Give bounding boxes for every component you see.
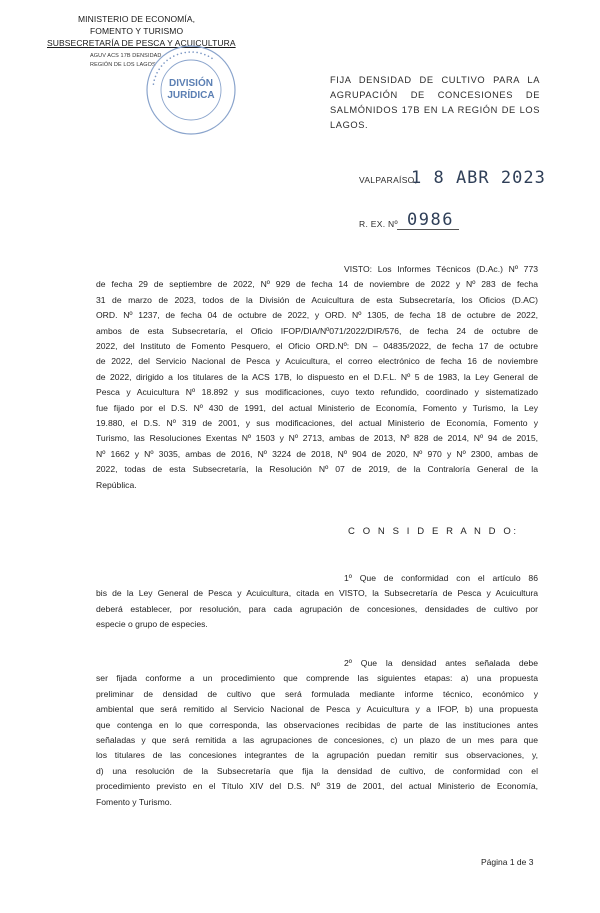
juridica-stamp xyxy=(141,40,241,140)
visto-paragraph xyxy=(96,262,538,493)
reference-code: AGUV ACS 17B DENSIDAD xyxy=(90,53,162,59)
considerando-2-line: señaladas y que será remitida a las agrupaciones de concesiones, c) un plazo de un mes para que xyxy=(96,735,538,746)
visto-line: 19.880, el D.S. Nº 319 de 2001, y sus modificaciones, del actual Ministerio de Economía, Fomento y xyxy=(96,418,538,429)
subsecretary-name: SUBSECRETARÍA DE PESCA Y ACUICULTURA xyxy=(47,38,236,48)
rex-label: R. EX. Nº xyxy=(359,219,398,229)
considerando-2-line: ambiental que será remitido al Servicio Nacional de Pesca y Acuicultura y a IFOP, b) una propuesta xyxy=(96,704,538,715)
visto-line: 2022, del Instituto de Fomento Pesquero, el Oficio ORD.Nº: DN – 04835/2022, de fecha 17 de octubre xyxy=(96,341,538,352)
visto-line: fue fijado por el D.S. Nº 430 de 1991, del actual Ministerio de Economía, Fomento y Turismo, la Ley xyxy=(96,402,538,413)
visto-line: 2022, todas de esta Subsecretaría, la Resolución Nº 07 de 2019, de la Contraloría General de la xyxy=(96,464,538,475)
visto-line: VISTO: Los Informes Técnicos (D.Ac.) Nº 773 xyxy=(344,264,538,274)
svg-text:• • • • • • • • • • • • • • •: • • • • • • • • • • • • • • • • • • • • xyxy=(151,49,214,86)
considerando-2-line: Fomento y Turismo. xyxy=(96,796,172,807)
considerando-2-line: 2º Que la densidad antes señalada debe xyxy=(344,658,538,668)
visto-line: República. xyxy=(96,479,137,490)
considerando-2-line: los titulares de las concesiones integrantes de la agrupación puedan remitir sus observaciones, y, xyxy=(96,750,538,761)
resolution-title: FIJA DENSIDAD DE CULTIVO PARA LA AGRUPACIÓN DE CONCESIONES DE SALMÓNIDOS 17B EN LA REGIÓN DE LOS LAGOS. xyxy=(330,75,540,130)
considerando-2-line: preliminar de densidad de cultivo que será formulada mediante informe técnico, económico y xyxy=(96,688,538,699)
considerando-1-line: deberá establecer, por resolución, para cada agrupación de concesiones, densidades de cultivo por xyxy=(96,603,538,614)
visto-line: de 2022, del Servicio Nacional de Pesca y Acuicultura, el correo electrónico de fecha 16 de noviembre xyxy=(96,356,538,367)
visto-line: Turismo, las Resoluciones Exentas Nº 1503 y Nº 2713, ambas de 2013, Nº 828 de 2014, Nº 94 de 2015, xyxy=(96,433,538,444)
considerando-heading: C O N S I D E R A N D O: xyxy=(348,526,519,537)
visto-line: de 2022, dirigido a los titulares de la ACS 17B, lo dispuesto en el D.F.L. Nº 5 de 1983, la Ley General de xyxy=(96,371,538,382)
date-stamp: 1 8 ABR 2023 xyxy=(411,168,546,188)
visto-line: Pesca y Acuicultura Nº 18.892 y sus modificaciones, cuyo texto refundido, coordinado y sistematizado xyxy=(96,387,538,398)
considerando-1-paragraph xyxy=(96,571,538,633)
ministry-name: MINISTERIO DE ECONOMÍA, xyxy=(78,14,196,24)
considerando-2-line: procedimiento previsto en el Título XIV del D.S. Nº 319 de 2001, del actual Ministerio de Economía, xyxy=(96,781,538,792)
stamp-word-juridica: JURÍDICA xyxy=(167,90,215,101)
ministry-name-cont: FOMENTO Y TURISMO xyxy=(90,26,184,36)
considerando-2-paragraph xyxy=(96,656,538,810)
considerando-2-line: ser fijada conforme a un procedimiento que comprende las siguientes etapas: a) una propuesta xyxy=(96,673,538,684)
considerando-2-line: que contenga en lo que corresponda, las observaciones recibidas de parte de las instituciones antes xyxy=(96,719,538,730)
visto-line: Nº 1662 y Nº 3035, ambas de 2016, Nº 3224 de 2018, Nº 904 de 2020, Nº 970 y Nº 2300, ambas de xyxy=(96,448,538,459)
considerando-1-line: especie o grupo de especies. xyxy=(96,619,208,630)
visto-line: ambos de esta Subsecretaría, el Oficio IFOP/DIA/Nº071/2022/DIR/576, de fecha 24 de octubre de xyxy=(96,325,538,336)
considerando-1-line: 1º Que de conformidad con el artículo 86 xyxy=(344,573,538,583)
visto-line: de fecha 29 de septiembre de 2022, Nº 929 de fecha 14 de noviembre de 2022 y Nº 283 de fecha xyxy=(96,279,538,290)
rex-number: 0986 xyxy=(407,210,454,230)
considerando-1-line: bis de la Ley General de Pesca y Acuicultura, citada en VISTO, la Subsecretaría de Pesca y Acuicultura xyxy=(96,588,538,599)
visto-line: ORD. Nº 1237, de fecha 04 de octubre de 2022, y ORD. Nº 1305, de fecha 18 de octubre de 2022, xyxy=(96,310,538,321)
place-label: VALPARAÍSO, xyxy=(359,175,418,185)
considerando-2-line: d) una resolución de la Subsecretaría que fija la densidad de cultivo, de conformidad con el xyxy=(96,765,538,776)
visto-line: 31 de marzo de 2023, todos de la División de Acuicultura de esta Subsecretaría, los Oficios (D.AC) xyxy=(96,294,538,305)
stamp-word-division: DIVISIÓN xyxy=(169,78,213,89)
page-number: Página 1 de 3 xyxy=(481,857,534,867)
region-reference: REGIÓN DE LOS LAGOS xyxy=(90,62,156,68)
